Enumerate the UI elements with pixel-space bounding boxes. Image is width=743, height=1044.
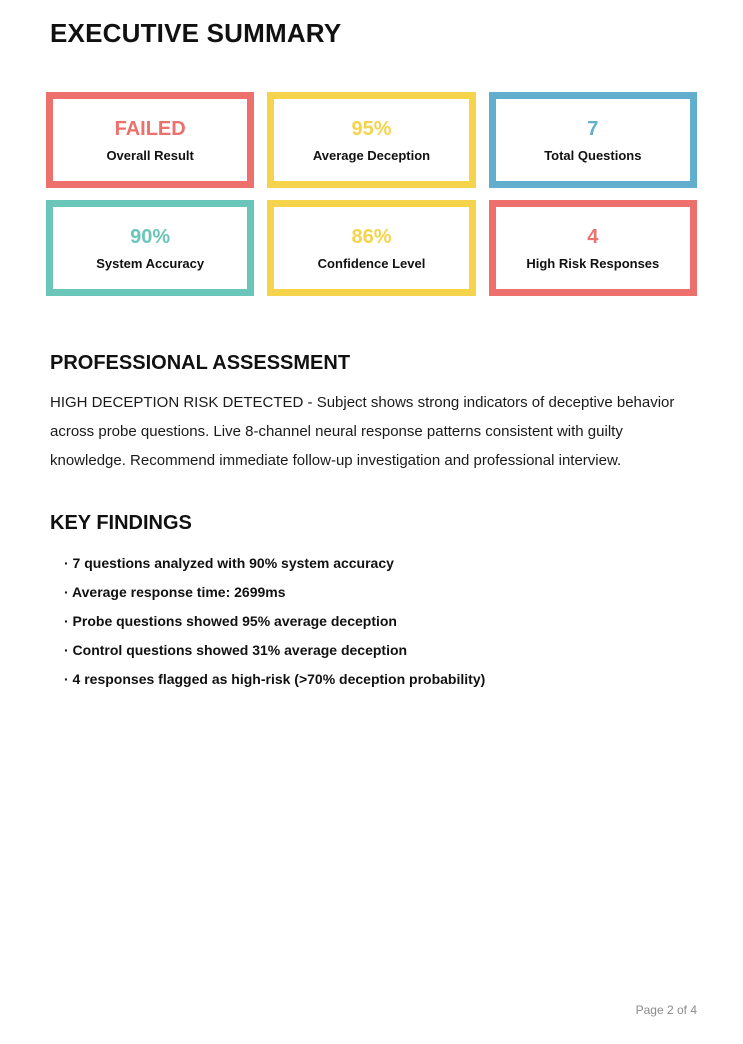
page-number: Page 2 of 4 [635, 1003, 697, 1017]
summary-card-3 [46, 200, 254, 296]
key-finding-item: · Average response time: 2699ms [64, 584, 286, 600]
summary-card-label: Total Questions [544, 147, 642, 163]
summary-cards [46, 92, 697, 296]
summary-card-value: 95% [351, 117, 392, 140]
professional-assessment-heading: PROFESSIONAL ASSESSMENT [50, 352, 351, 374]
summary-card-0 [46, 92, 254, 188]
key-findings-heading: KEY FINDINGS [50, 512, 192, 534]
key-finding-item: · Probe questions showed 95% average deception [64, 613, 397, 629]
summary-card-value: 7 [587, 117, 599, 140]
professional-assessment-body: HIGH DECEPTION RISK DETECTED - Subject shows strong indicators of deceptive behavior across probe questions. Live 8-channel neural response patterns consistent with guilty knowledge. Recommend immediate follow-up investigation and professional interview. [50, 394, 675, 469]
summary-card-value: 90% [130, 225, 171, 248]
key-finding-item: · Control questions showed 31% average deception [64, 642, 408, 658]
summary-card-value: 86% [351, 225, 392, 248]
key-finding-item: · 4 responses flagged as high-risk (>70% deception probability) [64, 671, 486, 687]
summary-card-value: 4 [587, 225, 599, 248]
page-title: EXECUTIVE SUMMARY [50, 18, 342, 48]
summary-card-label: System Accuracy [96, 255, 205, 271]
summary-card-1 [267, 92, 475, 188]
key-finding-item: · 7 questions analyzed with 90% system accuracy [64, 555, 394, 571]
summary-card-label: Overall Result [106, 147, 194, 163]
summary-card-5 [489, 200, 697, 296]
summary-card-2 [489, 92, 697, 188]
key-findings-list [50, 549, 697, 694]
summary-card-label: High Risk Responses [526, 255, 660, 271]
summary-card-label: Average Deception [312, 147, 431, 163]
summary-card-4 [267, 200, 475, 296]
summary-card-label: Confidence Level [317, 255, 426, 271]
summary-card-value: FAILED [114, 117, 186, 140]
